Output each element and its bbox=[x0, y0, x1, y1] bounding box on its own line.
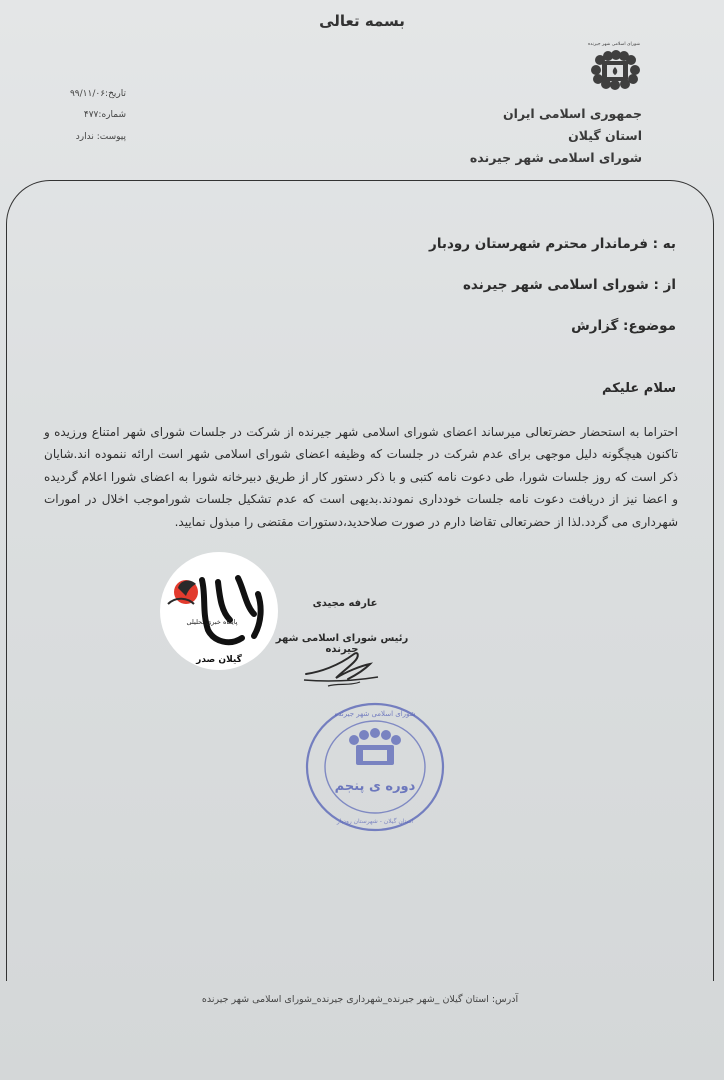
letter-attachment: پیوست: ندارد bbox=[75, 132, 126, 142]
footer-address: آدرس: استان گیلان _شهر جیرنده_شهرداری جیرنده_شورای اسلامی شهر جیرنده bbox=[201, 994, 519, 1005]
stamp-ring-text: شورای اسلامی شهر جیرنده bbox=[334, 710, 416, 718]
letter-number: شماره:۴۷۷ bbox=[83, 110, 126, 120]
recipient-line: به : فرماندار محترم شهرستان رودبار bbox=[429, 236, 676, 252]
letter-frame bbox=[6, 180, 714, 981]
council-stamp-icon bbox=[304, 700, 446, 834]
basmala-heading: بسمه تعالی bbox=[319, 12, 405, 30]
greeting: سلام علیکم bbox=[602, 381, 676, 396]
council-name: شورای اسلامی شهر جیرنده bbox=[469, 150, 642, 165]
gilan-sadr-logo-icon bbox=[158, 550, 280, 672]
sender-line: از : شورای اسلامی شهر جیرنده bbox=[462, 277, 676, 293]
council-emblem-icon bbox=[568, 38, 660, 102]
letter-date: تاریخ:۹۹/۱۱/۰۶ bbox=[69, 89, 126, 99]
stamp-bottom-text: استان گیلان - شهرستان رودبار bbox=[336, 818, 414, 825]
subject-line: موضوع: گزارش bbox=[571, 318, 676, 334]
country-name: جمهوری اسلامی ایران bbox=[503, 106, 642, 121]
logo-brand: گیلان صدر bbox=[196, 655, 242, 665]
emblem-caption: شورای اسلامی شهر جیرنده bbox=[587, 42, 641, 47]
signatory-name: عارفه مجیدی bbox=[312, 598, 378, 609]
logo-tagline: پایگاه خبری تحلیلی bbox=[186, 618, 238, 626]
province-name: استان گیلان bbox=[568, 128, 642, 143]
stamp-center-text: دوره ی پنجم bbox=[334, 779, 416, 794]
letter-body: احتراما به استحضار حضرتعالی میرساند اعضای شورای اسلامی شهر جیرنده از شرکت در جلسات شورای شهر امتناع ورزیده و تاکنون هیچگونه دلیل موجهی برای عدم شرکت در جلسات که وظیفه اعضای شورای اسلامی شهر است ارائه ننموده اند.شایان ذکر است که روز جلسات شورا، طی دعوت نامه کتبی و با ذکر دستور کار از طریق دبیرخانه شورا به اعضای شورا اعلام گردیده و اعضا نیز از دریافت دعوت نامه جلسات خودداری نمودند.بدیهی است که عدم تشکیل جلسات شوراموجب اخلال در امورات شهرداری می گردد.لذا از حضرتعالی تقاضا دارم در صورت صلاحدید،دستورات مقتضی را مبذول نمایید. bbox=[44, 425, 678, 529]
signatory-title: رئیس شورای اسلامی شهر جیرنده bbox=[275, 633, 409, 655]
handwritten-signature-icon bbox=[298, 642, 388, 690]
